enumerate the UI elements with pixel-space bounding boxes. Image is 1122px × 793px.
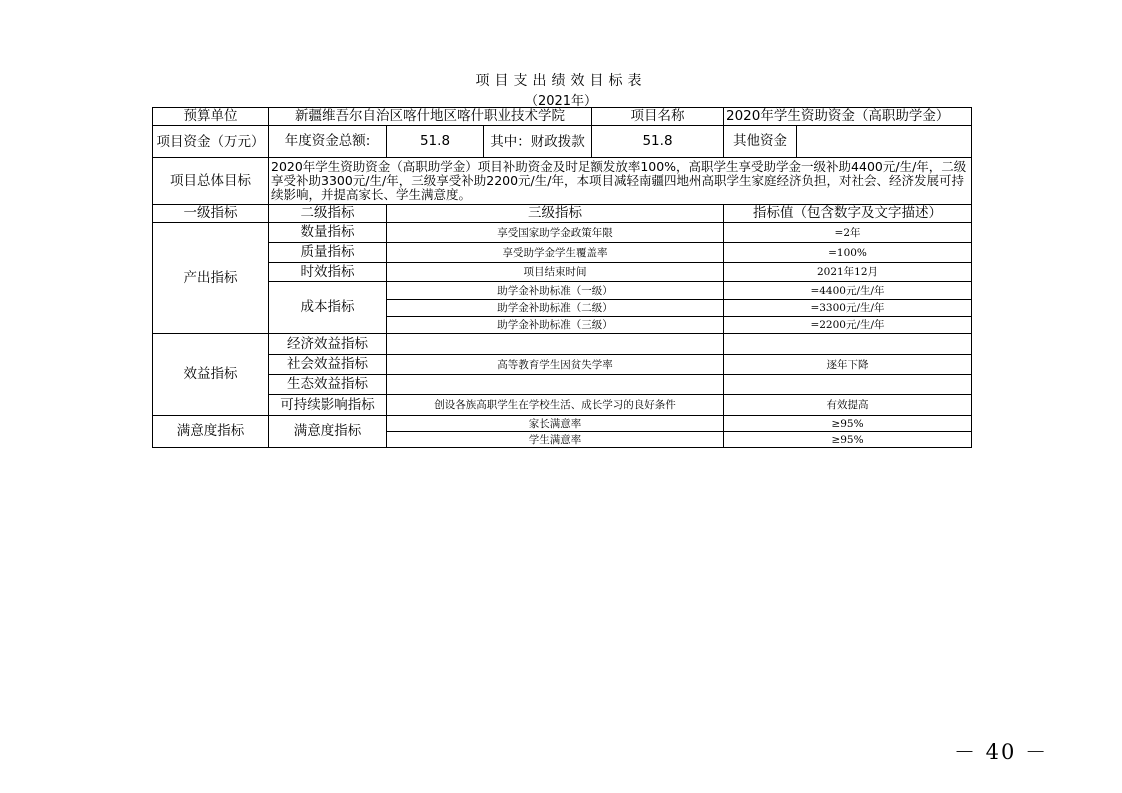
sustainable-indicator-text: 创设各族高职学生在学校生活、成长学习的良好条件	[387, 395, 724, 416]
overall-goal-text: 2020年学生资助资金（高职助学金）项目补助资金及时足额发放率100%，高职学生享受助学金一级补助4400元/生/年，二级享受补助3300元/生/年，三级享受补助2200元/生/年，本项目减轻南疆四地州高职学生家庭经济负担，对社会、经济发展可持续影响，并提高家长、学生满意度。	[269, 158, 972, 205]
cost-indicator-value-3: =2200元/生/年	[724, 317, 972, 334]
project-name-value: 2020年学生资助资金（高职助学金）	[724, 108, 972, 126]
page-number: － 40 －	[954, 740, 1049, 764]
table-row	[153, 282, 972, 300]
ecological-indicator-text	[387, 375, 724, 395]
quality-indicator-label: 质量指标	[269, 243, 387, 263]
performance-target-table	[152, 107, 972, 448]
column-header-level3: 三级指标	[387, 205, 724, 223]
budget-unit-row	[153, 108, 972, 126]
economic-indicator-value	[724, 334, 972, 355]
page-subtitle: （2021年）	[524, 94, 598, 109]
social-indicator-text: 高等教育学生因贫失学率	[387, 355, 724, 375]
table-row	[153, 263, 972, 282]
table-row	[153, 416, 972, 432]
table-row	[153, 375, 972, 395]
project-fund-row	[153, 126, 972, 158]
satisfaction-sub-indicator-label: 满意度指标	[269, 416, 387, 448]
cost-indicator-value-1: =4400元/生/年	[724, 282, 972, 300]
quantity-indicator-value: =2年	[724, 223, 972, 243]
table-row	[153, 395, 972, 416]
benefit-indicator-label: 效益指标	[153, 334, 269, 416]
cost-indicator-text-3: 助学金补助标准（三级）	[387, 317, 724, 334]
satisfaction-indicator-label: 满意度指标	[153, 416, 269, 448]
social-indicator-label: 社会效益指标	[269, 355, 387, 375]
student-satisfaction-text: 学生满意率	[387, 432, 724, 448]
ecological-indicator-label: 生态效益指标	[269, 375, 387, 395]
economic-indicator-text	[387, 334, 724, 355]
timeliness-indicator-label: 时效指标	[269, 263, 387, 282]
column-header-row	[153, 205, 972, 223]
parent-satisfaction-value: ≥95%	[724, 416, 972, 432]
column-header-level1: 一级指标	[153, 205, 269, 223]
fiscal-allocation-label: 其中：财政拨款	[484, 126, 592, 158]
table-row	[153, 223, 972, 243]
quality-indicator-text: 享受助学金学生覆盖率	[387, 243, 724, 263]
cost-indicator-value-2: =3300元/生/年	[724, 300, 972, 317]
overall-goal-row	[153, 158, 972, 205]
timeliness-indicator-text: 项目结束时间	[387, 263, 724, 282]
table-row	[153, 243, 972, 263]
project-name-label: 项目名称	[592, 108, 724, 126]
annual-total-label: 年度资金总额:	[269, 126, 387, 158]
timeliness-indicator-value: 2021年12月	[724, 263, 972, 282]
sustainable-indicator-label: 可持续影响指标	[269, 395, 387, 416]
project-fund-label: 项目资金（万元）	[153, 126, 269, 158]
other-funds-value	[797, 126, 972, 158]
ecological-indicator-value	[724, 375, 972, 395]
budget-unit-label: 预算单位	[153, 108, 269, 126]
budget-unit-value: 新疆维吾尔自治区喀什地区喀什职业技术学院	[269, 108, 592, 126]
fiscal-allocation-value: 51.8	[592, 126, 724, 158]
output-indicator-label: 产出指标	[153, 223, 269, 334]
other-funds-label: 其他资金	[724, 126, 797, 158]
annual-total-value: 51.8	[387, 126, 484, 158]
economic-indicator-label: 经济效益指标	[269, 334, 387, 355]
overall-goal-label: 项目总体目标	[153, 158, 269, 205]
table-row	[153, 334, 972, 355]
student-satisfaction-value: ≥95%	[724, 432, 972, 448]
column-header-value: 指标值（包含数字及文字描述）	[724, 205, 972, 223]
quality-indicator-value: =100%	[724, 243, 972, 263]
parent-satisfaction-text: 家长满意率	[387, 416, 724, 432]
cost-indicator-text-2: 助学金补助标准（二级）	[387, 300, 724, 317]
quantity-indicator-text: 享受国家助学金政策年限	[387, 223, 724, 243]
social-indicator-value: 逐年下降	[724, 355, 972, 375]
cost-indicator-text-1: 助学金补助标准（一级）	[387, 282, 724, 300]
quantity-indicator-label: 数量指标	[269, 223, 387, 243]
sustainable-indicator-value: 有效提高	[724, 395, 972, 416]
cost-indicator-label: 成本指标	[269, 282, 387, 334]
page-title: 项目支出绩效目标表	[475, 73, 647, 89]
column-header-level2: 二级指标	[269, 205, 387, 223]
table-row	[153, 355, 972, 375]
